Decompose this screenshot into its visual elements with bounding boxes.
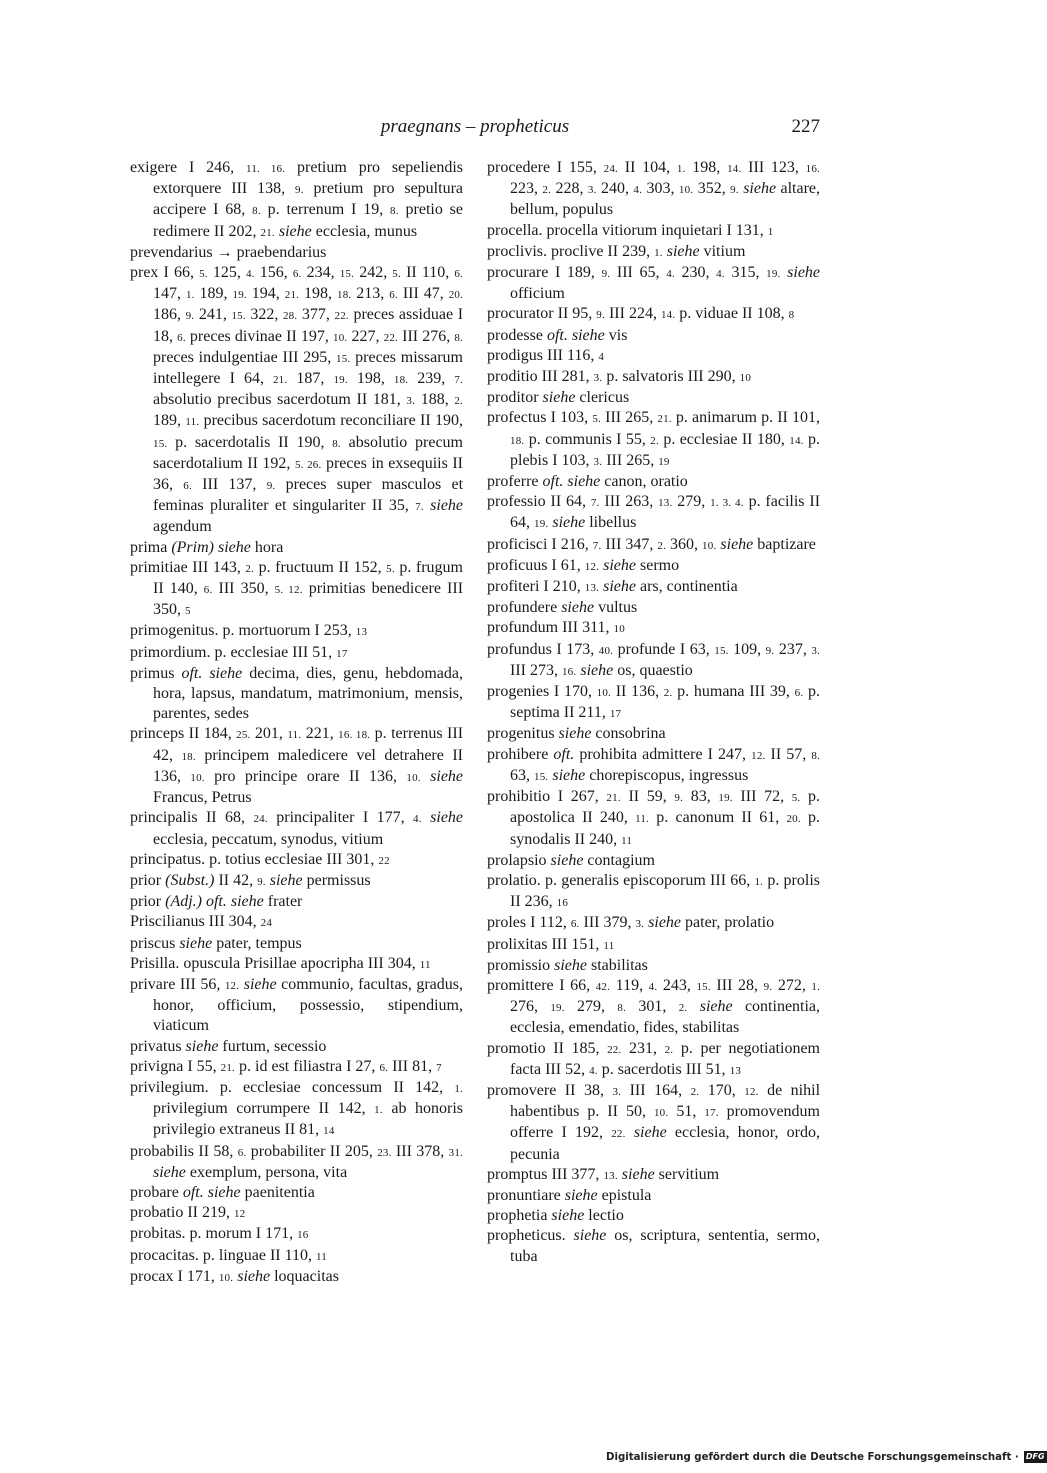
index-entry: procurare I 189, 9. III 65, 4. 230, 4. 315, 19. siehe officium (487, 264, 821, 303)
index-entry: prolatio. p. generalis episcoporum III 66, 1. p. prolis II 236, 16 (487, 871, 820, 911)
index-entry: profectus I 103, 5. III 265, 21. p. animarum p. II 101, 18. p. communis I 55, 2. p. ecclesiae II 180, 14. p. plebis I 103, 3. III 265, 19 (487, 409, 821, 469)
index-entry: prior (Adj.) oft. siehe frater (130, 893, 303, 911)
index-entry: principalis II 68, 24. principaliter I 177, 4. siehe ecclesia, peccatum, synodus, vitium (130, 809, 464, 848)
index-entry: prex I 66, 5. 125, 4. 156, 6. 234, 15. 242, 5. II 110, 6. 147, 1. 189, 19. 194, 21. 198, 18. 213, 6. III 47, 20. 186, 9. 241, 15. 322, 28. 377, 22. preces assiduae I 18, 6. preces divinae II 197, 10. 227, 22. III 276, 8. preces indulgentiae III 295, 15. preces missarum intellegere I 64, 21. 187, 19. 198, 18. 239, 7. absolutio precibus sacerdotum II 181, 3. 188, 2. 189, 11. precibus sacerdotum reconciliare II 190, 15. p. sacerdotalis II 190, 8. absolutio precum sacerdotalium II 192, 5. 26. preces in exsequiis II 36, 6. III 137, 9. preces super masculos et feminas pluraliter et singulariter II 35, 7. siehe agendum (130, 264, 464, 536)
index-entry: probabilis II 58, 6. probabiliter II 205, 23. III 378, 31. siehe exemplum, persona, vita (130, 1142, 464, 1181)
dfg-logo-icon: DFG (1024, 1451, 1047, 1463)
index-entry: primordium. p. ecclesiae III 51, 17 (130, 643, 348, 661)
index-entry: Priscilianus III 304, 24 (130, 913, 273, 931)
index-column-left (130, 158, 463, 1288)
index-entry: profundus I 173, 40. profunde I 63, 15. 109, 9. 237, 3. III 273, 16. siehe os, quaestio (487, 640, 821, 679)
index-entry: proferre oft. siehe canon, oratio (487, 473, 688, 491)
index-entry: proditio III 281, 3. p. salvatoris III 290, 10 (487, 368, 752, 386)
index-entry: procax I 171, 10. siehe loquacitas (130, 1267, 339, 1285)
index-entry: primitiae III 143, 2. p. fructuum II 152, 5. p. frugum II 140, 6. III 350, 5. 12. primitias benedicere III 350, 5 (130, 558, 464, 619)
index-entry: privare III 56, 12. siehe communio, facultas, gradus, honor, officium, possessio, stipendium, viaticum (130, 975, 464, 1035)
index-entry: prima (Prim) siehe hora (130, 538, 284, 556)
index-entry: promittere I 66, 42. 119, 4. 243, 15. III 28, 9. 272, 1. 276, 19. 279, 8. 301, 2. siehe continentia, ecclesia, emendatio, fides, stabilitas (487, 976, 821, 1037)
index-entry: princeps II 184, 25. 201, 11. 221, 16. 18. p. terrenus III 42, 18. principem maledicere vel detrahere II 136, 10. pro principe orare II 136, 10. siehe Francus, Petrus (130, 725, 464, 807)
index-entry: procacitas. p. linguae II 110, 11 (130, 1246, 328, 1264)
index-entry: promissio siehe stabilitas (487, 956, 648, 974)
index-entry: promptus III 377, 13. siehe servitium (487, 1165, 720, 1183)
index-entry: exigere I 246, 11. 16. pretium pro sepeliendis extorquere III 138, 9. pretium pro sepultura accipere I 68, 8. p. terrenum I 19, 8. pretio se redimere II 202, 21. siehe ecclesia, munus (130, 159, 464, 240)
index-entry: prolapsio siehe contagium (487, 851, 655, 869)
index-entry: primogenitus. p. mortuorum I 253, 13 (130, 622, 368, 640)
index-entry: profundere siehe vultus (487, 599, 638, 617)
index-entry: probare oft. siehe paenitentia (130, 1183, 315, 1201)
index-entry: proditor siehe clericus (487, 389, 630, 407)
index-entry: principatus. p. totius ecclesiae III 301, 22 (130, 850, 390, 868)
index-entry: priscus siehe pater, tempus (130, 934, 302, 952)
index-entry: prodigus III 116, 4 (487, 346, 605, 364)
index-entry: profundum III 311, 10 (487, 619, 625, 637)
index-entry: primus oft. siehe decima, dies, genu, hebdomada, hora, lapsus, mandatum, matrimonium, mensis, parentes, sedes (130, 664, 463, 723)
index-entry: promotio II 185, 22. 231, 2. p. per negotiationem facta III 52, 4. p. sacerdotis III 51, 13 (487, 1039, 820, 1078)
index-entry: proficisci I 216, 7. III 347, 2. 360, 10. siehe baptizare (487, 535, 816, 553)
index-entry: professio II 64, 7. III 263, 13. 279, 1. 3. 4. p. facilis II 64, 19. siehe libellus (487, 493, 821, 532)
index-entry: progenies I 170, 10. II 136, 2. p. humana III 39, 6. p. septima II 211, 17 (487, 683, 821, 722)
index-entry: promovere II 38, 3. III 164, 2. 170, 12. de nihil habentibus p. II 50, 10. 51, 17. promovendum offerre I 192, 22. siehe ecclesia, honor, ordo, pecunia (487, 1081, 821, 1163)
page-number: 227 (791, 116, 820, 137)
index-entry: procurator II 95, 9. III 224, 14. p. viduae II 108, 8 (487, 305, 795, 323)
footer-text: Digitalisierung gefördert durch die Deutsche Forschungsgemeinschaft · (606, 1451, 1019, 1463)
index-entry: prolixitas III 151, 11 (487, 935, 615, 953)
index-entry: pronuntiare siehe epistula (487, 1186, 652, 1204)
index-entry: procella. procella vitiorum inquietari I 131, 1 (487, 221, 774, 239)
index-entry: privilegium. p. ecclesiae concessum II 142, 1. privilegium corrumpere II 142, 1. ab honoris privilegio extraneus II 81, 14 (130, 1078, 463, 1139)
index-entry: prior (Subst.) II 42, 9. siehe permissus (130, 871, 371, 889)
index-entry: privigna I 55, 21. p. id est filiastra I 27, 6. III 81, 7 (130, 1057, 442, 1075)
index-entry: proles I 112, 6. III 379, 3. siehe pater, prolatio (487, 914, 775, 932)
index-entry: proclivis. proclive II 239, 1. siehe vitium (487, 242, 746, 260)
index-entry: probatio II 219, 12 (130, 1204, 246, 1222)
page-header (130, 114, 820, 140)
index-entry: propheticus. siehe os, scriptura, sententia, sermo, tuba (487, 1227, 820, 1265)
index-column-right (487, 158, 820, 1267)
index-entry: prevendarius → praebendarius (130, 243, 327, 261)
index-entry: proficuus I 61, 12. siehe sermo (487, 556, 680, 574)
index-entry: probitas. p. morum I 171, 16 (130, 1225, 309, 1243)
index-entry: privatus siehe furtum, secessio (130, 1037, 327, 1055)
index-entry: prodesse oft. siehe vis (487, 326, 628, 344)
index-entry: procedere I 155, 24. II 104, 1. 198, 14. III 123, 16. 223, 2. 228, 3. 240, 4. 303, 10. 352, 9. siehe altare, bellum, populus (487, 159, 821, 219)
footer-credit (606, 1451, 1045, 1465)
index-entry: Prisilla. opuscula Prisillae apocripha III 304, 11 (130, 954, 431, 972)
index-entry: prophetia siehe lectio (487, 1207, 624, 1225)
running-title: praegnans – propheticus (380, 116, 570, 137)
index-entry: progenitus siehe consobrina (487, 725, 666, 743)
index-entry: prohibitio I 267, 21. II 59, 9. 83, 19. III 72, 5. p. apostolica II 240, 11. p. canonum II 61, 20. p. synodalis II 240, 11 (487, 788, 821, 848)
index-entry: profiteri I 210, 13. siehe ars, continentia (487, 578, 738, 596)
index-entry: prohibere oft. prohibita admittere I 247, 12. II 57, 8. 63, 15. siehe chorepiscopus, ingressus (487, 745, 821, 784)
